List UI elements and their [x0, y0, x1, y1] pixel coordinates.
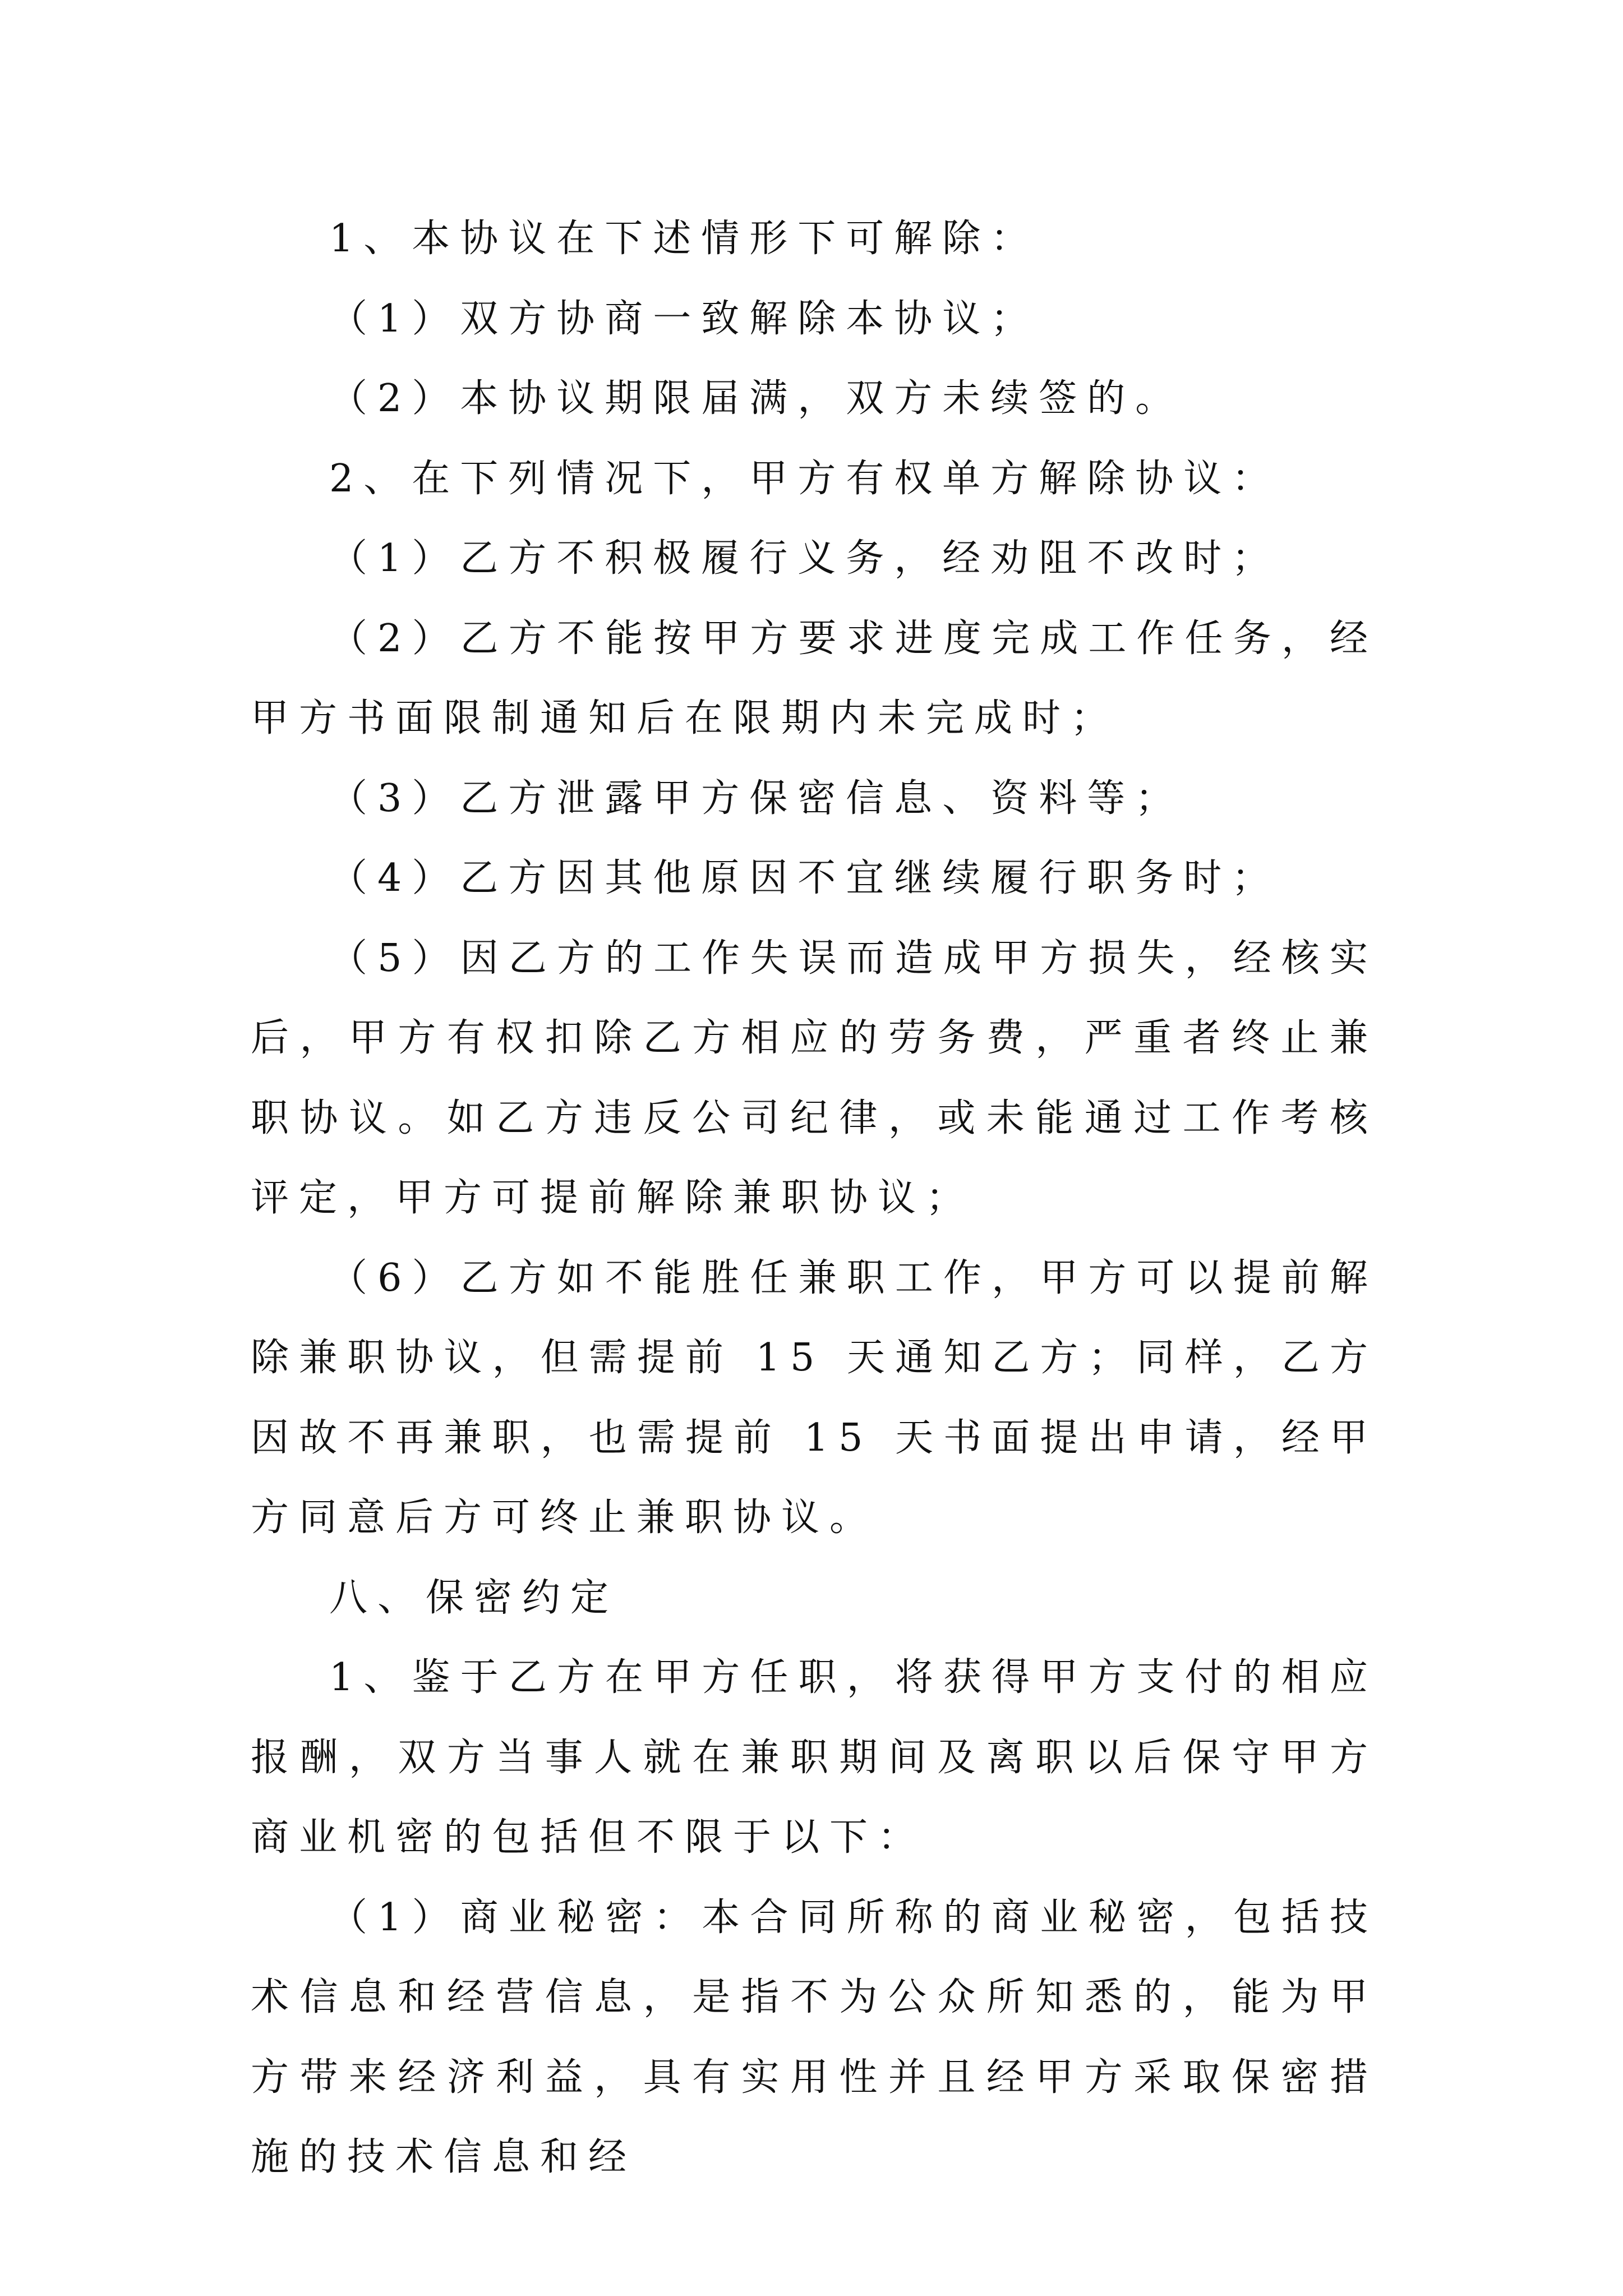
document-body: [251, 199, 1378, 2198]
paragraph-termination-conditions: 1、本协议在下述情形下可解除：: [329, 217, 1039, 261]
paragraph-mutual-agreement: （1）双方协商一致解除本协议；: [329, 296, 1039, 341]
paragraph-clause-leak: （3）乙方泄露甲方保密信息、资料等；: [329, 776, 1184, 821]
paragraph-clause-neglect: （1）乙方不积极履行义务，经劝阻不改时；: [329, 536, 1280, 581]
paragraph-unilateral-termination: 2、在下列情况下，甲方有权单方解除协议：: [329, 456, 1280, 501]
paragraph-confidentiality-scope: 1、鉴于乙方在甲方任职，将获得甲方支付的相应报酬，双方当事人就在兼职期间及离职以后保守甲方商业机密的包括但不限于以下：: [251, 1655, 1378, 1860]
paragraph-clause-incompetent: （6）乙方如不能胜任兼职工作，甲方可以提前解除兼职协议，但需提前 15 天通知乙方；同样，乙方因故不再兼职，也需提前 15 天书面提出申请，经甲方同意后方可终止兼职协议。: [251, 1255, 1378, 1540]
paragraph-clause-unfit: （4）乙方因其他原因不宜继续履行职务时；: [329, 856, 1280, 900]
paragraph-clause-loss: （5）因乙方的工作失误而造成甲方损失，经核实后，甲方有权扣除乙方相应的劳务费，严重者终止兼职协议。如乙方违反公司纪律，或未能通过工作考核评定，甲方可提前解除兼职协议；: [251, 936, 1378, 1220]
paragraph-term-expiry: （2）本协议期限届满，双方未续签的。: [329, 376, 1184, 421]
paragraph-trade-secret: （1）商业秘密：本合同所称的商业秘密，包括技术信息和经营信息，是指不为公众所知悉的，能为甲方带来经济利益，具有实用性并且经甲方采取保密措施的技术信息和经: [251, 1895, 1378, 2179]
section-heading-confidentiality: 八、保密约定: [329, 1575, 619, 1620]
paragraph-clause-progress: （2）乙方不能按甲方要求进度完成工作任务，经甲方书面限制通知后在限期内未完成时；: [251, 616, 1378, 740]
